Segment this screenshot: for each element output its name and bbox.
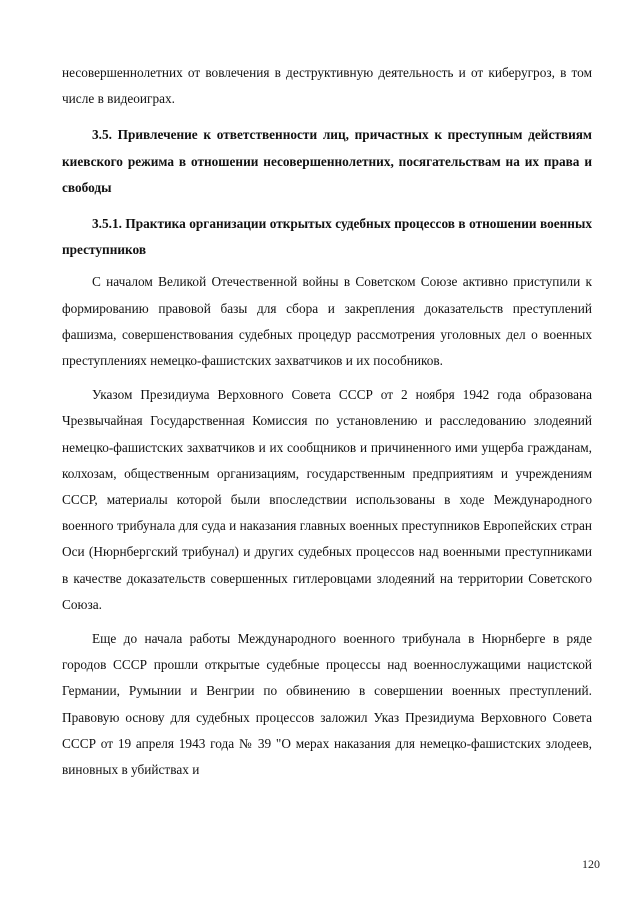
subsection-heading-3-5-1: 3.5.1. Практика организации открытых судебных процессов в отношении военных преступников	[62, 216, 592, 258]
paragraph-continuation: несовершеннолетних от вовлечения в деструктивную деятельность и от киберугроз, в том числе в видеоиграх.	[62, 65, 592, 107]
paragraph-body-2: Указом Президиума Верховного Совета СССР от 2 ноября 1942 года образована Чрезвычайная Государственная Комиссия по установлению и расследованию злодеяний немецко-фашистских захватчиков и их сообщников и причиненного ими ущерба гражданам, колхозам, общественным организациям, государственным предприятиям и учреждениям СССР, материалы которой были впоследствии использованы в ходе Международного военного трибунала для суда и наказания главных военных преступников Европейских стран Оси (Нюрнбергский трибунал) и других судебных процессов над военными преступниками в качестве доказательств совершенных гитлеровцами злодеяний на территории Советского Союза.	[62, 387, 592, 612]
page-number: 120	[582, 857, 600, 871]
paragraph-body-3: Еще до начала работы Международного военного трибунала в Нюрнберге в ряде городов СССР прошли открытые судебные процессы над военнослужащими нацистской Германии, Румынии и Венгрии по обвинению в совершении военных преступлений. Правовую основу для судебных процессов заложил Указ Президиума Верховного Совета СССР от 19 апреля 1943 года № 39 "О мерах наказания для немецко-фашистских злодеев, виновных в убийствах и	[62, 631, 592, 778]
paragraph-body-1: С началом Великой Отечественной войны в Советском Союзе активно приступили к формированию правовой базы для сбора и закрепления доказательств преступлений фашизма, совершенствования судебных процедур рассмотрения уголовных дел о военных преступлениях немецко-фашистских захватчиков и их пособников.	[62, 274, 592, 369]
section-heading-3-5: 3.5. Привлечение к ответственности лиц, причастных к преступным действиям киевского режима в отношении несовершеннолетних, посягательствам на их права и свободы	[62, 127, 592, 195]
document-page	[62, 60, 592, 783]
